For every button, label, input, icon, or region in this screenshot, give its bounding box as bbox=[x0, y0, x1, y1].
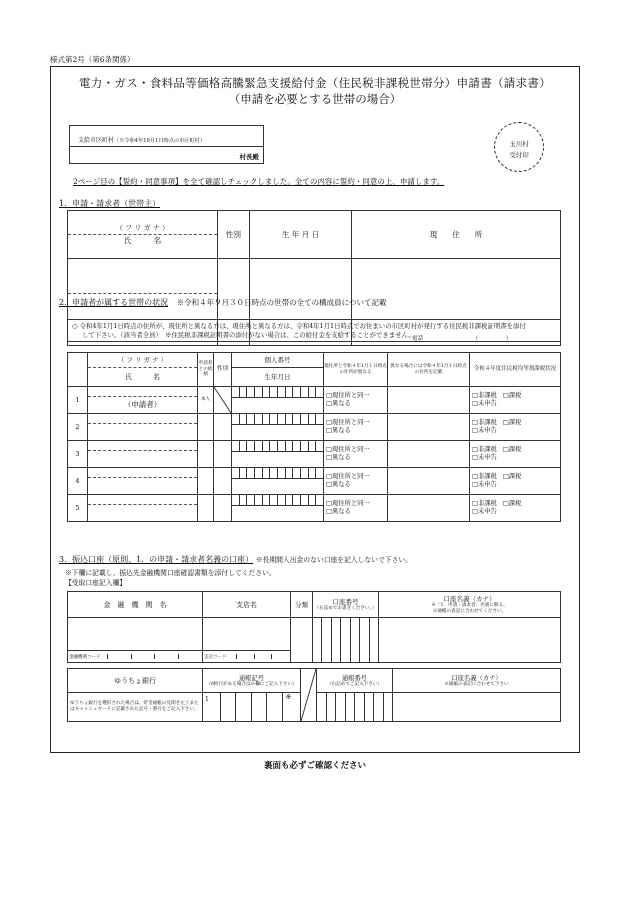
form-title: 電力・ガス・食料品等価格高騰緊急支援給付金（住民税非課税世帯分）申請書（請求書） bbox=[79, 76, 551, 90]
bank-code-label: 金融機関コード bbox=[69, 655, 101, 660]
member-prev-address-field[interactable] bbox=[388, 495, 470, 522]
member-address-check[interactable] bbox=[324, 441, 388, 468]
holder-header: 口座名義（カナ） bbox=[443, 595, 496, 604]
tax-status-header: 令和４年度住民税均等割課税状況 bbox=[470, 353, 561, 387]
stamp-village: 玉川村 bbox=[509, 140, 529, 148]
same-address-option[interactable]: □現住所と同一 bbox=[326, 472, 370, 480]
yucho-number-field[interactable] bbox=[317, 693, 393, 722]
taxed-option[interactable]: □課税 bbox=[502, 499, 522, 507]
member-gender-field[interactable] bbox=[214, 495, 232, 522]
reception-stamp bbox=[494, 122, 544, 172]
phone-parens: （ ） bbox=[472, 336, 512, 342]
bank-name-field[interactable] bbox=[68, 618, 203, 663]
household-row bbox=[68, 468, 561, 495]
same-address-option[interactable]: □現住所と同一 bbox=[326, 418, 370, 426]
bank-name-header: 金 融 機 関 名 bbox=[68, 592, 203, 618]
member-mynumber-field[interactable] bbox=[232, 468, 324, 495]
holder-note2: ※通帳の表記に合わせてください。 bbox=[432, 609, 507, 614]
member-gender-field[interactable] bbox=[214, 414, 232, 441]
yucho-symbol-note: （6桁目がある場合は※欄にご記入下さい） bbox=[206, 682, 297, 688]
holder-field[interactable] bbox=[379, 618, 561, 663]
member-tax-status[interactable] bbox=[470, 387, 561, 414]
household-row bbox=[68, 414, 561, 441]
yucho-holder-field[interactable] bbox=[393, 693, 561, 722]
unfiled-option[interactable]: □未申告 bbox=[472, 427, 497, 434]
yucho-holder-header: 口座名義（カナ） bbox=[451, 675, 502, 683]
non-taxed-option[interactable]: □非課税 bbox=[472, 472, 497, 480]
row-number: 5 bbox=[68, 495, 88, 522]
row-number: 3 bbox=[68, 441, 88, 468]
household-row bbox=[68, 387, 561, 414]
form-number: 様式第2号（第6条関係） bbox=[50, 55, 135, 64]
member-prev-address-field[interactable] bbox=[388, 387, 470, 414]
member-address-check[interactable] bbox=[324, 468, 388, 495]
prev-address-header: 異なる場合には令和４年1月１日時点の住所を記載 bbox=[388, 353, 470, 387]
yucho-number-note: （右詰めでご記入下さい） bbox=[326, 682, 383, 688]
diagonal-divider bbox=[301, 669, 317, 722]
account-no-note: （右詰めでお書きください。） bbox=[314, 606, 377, 612]
taxed-option[interactable]: □課税 bbox=[502, 472, 522, 480]
member-tax-status[interactable] bbox=[470, 441, 561, 468]
yucho-holder-note: ※通帳の表記に合わせて下さい bbox=[444, 682, 509, 688]
phone-label: 電話 bbox=[412, 336, 424, 342]
non-taxed-option[interactable]: □非課税 bbox=[472, 445, 497, 453]
member-address-check[interactable] bbox=[324, 495, 388, 522]
household-furigana-header: （ フ リ ガ ナ ） bbox=[88, 353, 197, 368]
member-name-value: （申請者） bbox=[123, 400, 162, 409]
applicant-address-header: 現 住 所 bbox=[352, 211, 561, 259]
row-number: 4 bbox=[68, 468, 88, 495]
non-taxed-option[interactable]: □非課税 bbox=[472, 418, 497, 426]
yucho-explanation: ゆうちょ銀行を選択された場合は、貯金通帳の見開き左上またはキャッシュカードに記載された記号・番号をご記入下さい。 bbox=[68, 693, 203, 722]
form-subtitle: （申請を必要とする世帯の場合） bbox=[228, 92, 402, 106]
applicant-birth-header: 生 年 月 日 bbox=[250, 211, 352, 259]
household-row bbox=[68, 441, 561, 468]
row-number: 1 bbox=[68, 387, 88, 414]
branch-header: 支店名 bbox=[203, 592, 291, 618]
applicant-name-header: 氏 名 bbox=[68, 234, 217, 246]
unfiled-option[interactable]: □未申告 bbox=[472, 400, 497, 407]
same-address-option[interactable]: □現住所と同一 bbox=[326, 445, 370, 453]
member-gender-field[interactable] bbox=[214, 468, 232, 495]
household-gender-header: 性別 bbox=[214, 353, 232, 387]
different-address-option[interactable]: □異なる bbox=[326, 481, 351, 488]
addressee-box bbox=[69, 125, 264, 164]
category-field[interactable] bbox=[291, 618, 313, 663]
different-address-option[interactable]: □異なる bbox=[326, 508, 351, 515]
household-row bbox=[68, 495, 561, 522]
section2-heading: 2．申請者が属する世帯の状況 bbox=[59, 298, 169, 307]
addressee-note: （※令和4年10月1日時点の市区町村） bbox=[114, 138, 206, 144]
unfiled-option[interactable]: □未申告 bbox=[472, 508, 497, 515]
application-form bbox=[50, 66, 580, 753]
same-address-option[interactable]: □現住所と同一 bbox=[326, 499, 370, 507]
relation-header: 申請者との続柄 bbox=[198, 353, 214, 387]
member-address-check[interactable] bbox=[324, 387, 388, 414]
yucho-symbol-digit-one: 1 bbox=[203, 693, 221, 721]
section1-heading: 1．申請・請求者（世帯主） bbox=[59, 199, 161, 208]
yucho-symbol-header: 通帳記号 bbox=[238, 675, 265, 683]
notice-line1: ○ 令和4年1月1日時点の住所が、現住所と異なる方は、現住所と異なる方は、令和4年1月1日時点でお住まいの市区町村が発行する住民税非課税証明書を添付 bbox=[72, 322, 526, 330]
yucho-number-header: 通帳番号 bbox=[341, 675, 368, 683]
member-relation-field[interactable] bbox=[198, 495, 214, 522]
different-address-option[interactable]: □異なる bbox=[326, 400, 351, 407]
same-address-header: 現住所と令和４年1月１日時点の住所が異なる bbox=[324, 353, 388, 387]
member-gender-field[interactable] bbox=[214, 441, 232, 468]
member-mynumber-field[interactable] bbox=[232, 441, 324, 468]
notice-line2: して下さい。（該当者全員） ※住民税非課税証明書の添付がない場合は、この給付金を支給することができません。 bbox=[82, 330, 415, 339]
member-relation-field[interactable] bbox=[198, 414, 214, 441]
household-birth-header: 生年月日 bbox=[264, 373, 291, 381]
account-no-field[interactable] bbox=[313, 618, 379, 663]
member-name-value bbox=[88, 451, 197, 467]
member-prev-address-field[interactable] bbox=[388, 468, 470, 495]
branch-code-label: 支店コード bbox=[204, 655, 227, 660]
yucho-table bbox=[67, 668, 561, 722]
member-tax-status[interactable] bbox=[470, 468, 561, 495]
member-address-check[interactable] bbox=[324, 414, 388, 441]
same-address-option[interactable]: □現住所と同一 bbox=[326, 391, 370, 399]
member-mynumber-field[interactable] bbox=[232, 495, 324, 522]
taxed-option[interactable]: □課税 bbox=[502, 445, 522, 453]
taxed-option[interactable]: □課税 bbox=[502, 391, 522, 399]
unfiled-option[interactable]: □未申告 bbox=[472, 454, 497, 461]
member-mynumber-field[interactable] bbox=[232, 387, 324, 414]
member-name-field[interactable] bbox=[88, 441, 198, 468]
member-tax-status[interactable] bbox=[470, 495, 561, 522]
member-relation-field[interactable] bbox=[198, 441, 214, 468]
member-name-value bbox=[88, 505, 197, 521]
yucho-sixth-digit-mark: ※ bbox=[285, 693, 292, 701]
member-relation-field[interactable] bbox=[198, 468, 214, 495]
member-mynumber-field[interactable] bbox=[232, 414, 324, 441]
taxed-option[interactable]: □課税 bbox=[502, 418, 522, 426]
member-tax-status[interactable] bbox=[470, 414, 561, 441]
different-address-option[interactable]: □異なる bbox=[326, 427, 351, 434]
account-no-header: 口座番号 bbox=[332, 598, 359, 607]
yucho-symbol-field[interactable] bbox=[203, 693, 301, 722]
addressee-name: 村長殿 bbox=[239, 153, 259, 161]
yucho-header: ゆうちょ銀行 bbox=[68, 669, 203, 693]
category-header: 分類 bbox=[291, 592, 313, 618]
holder-note1: ※「1．申請・請求者」名義に限る。 bbox=[431, 603, 508, 609]
pledge-statement: 2ページ目の【誓約・同意事項】を全て確認しチェックしました。全ての内容に誓約・同意の上、申請します。 bbox=[73, 177, 445, 186]
section3-sub-head: 【受取口座記入欄】 bbox=[65, 579, 127, 587]
non-taxed-option[interactable]: □非課税 bbox=[472, 499, 497, 507]
section3-heading-note: ※長期間入出金のない口座を記入しないで下さい。 bbox=[255, 556, 413, 564]
different-address-option[interactable]: □異なる bbox=[326, 454, 351, 461]
member-name-field[interactable] bbox=[88, 468, 198, 495]
applicant-gender-header: 性別 bbox=[218, 211, 250, 259]
row-number: 2 bbox=[68, 414, 88, 441]
non-taxed-option[interactable]: □非課税 bbox=[472, 391, 497, 399]
notice-box bbox=[67, 319, 561, 342]
member-prev-address-field[interactable] bbox=[388, 414, 470, 441]
member-relation-field[interactable]: 本人 bbox=[198, 387, 214, 414]
stamp-label: 受付印 bbox=[509, 151, 529, 159]
section3-sub-note: ※下欄に記載し、振込先金融機関口座確認書類を添付してください。 bbox=[65, 569, 276, 577]
member-gender-field[interactable] bbox=[214, 387, 232, 414]
unfiled-option[interactable]: □未申告 bbox=[472, 481, 497, 488]
mynumber-header: 個人番号 bbox=[232, 353, 323, 368]
bank-account-table bbox=[67, 591, 561, 663]
member-name-value bbox=[88, 478, 197, 494]
member-name-field[interactable] bbox=[88, 414, 198, 441]
section3-heading: 3．振込口座（原則、1．の申請・請求者名義の口座） bbox=[59, 555, 254, 564]
household-table bbox=[67, 352, 561, 522]
household-name-header: 氏 名 bbox=[125, 373, 160, 381]
member-name-value bbox=[88, 424, 197, 440]
member-prev-address-field[interactable] bbox=[388, 441, 470, 468]
member-name-field[interactable] bbox=[88, 387, 198, 414]
branch-field[interactable] bbox=[203, 618, 291, 663]
applicant-furigana-header: （ フ リ ガ ナ ） bbox=[115, 224, 170, 233]
member-name-field[interactable] bbox=[88, 495, 198, 522]
addressee-label: 支給市区町村 bbox=[78, 137, 115, 144]
back-side-note: 裏面も必ずご確認ください bbox=[263, 761, 366, 771]
section2-heading-note: ※令和４年９月３０日時点の世帯の全ての構成員について記載 bbox=[176, 298, 387, 307]
